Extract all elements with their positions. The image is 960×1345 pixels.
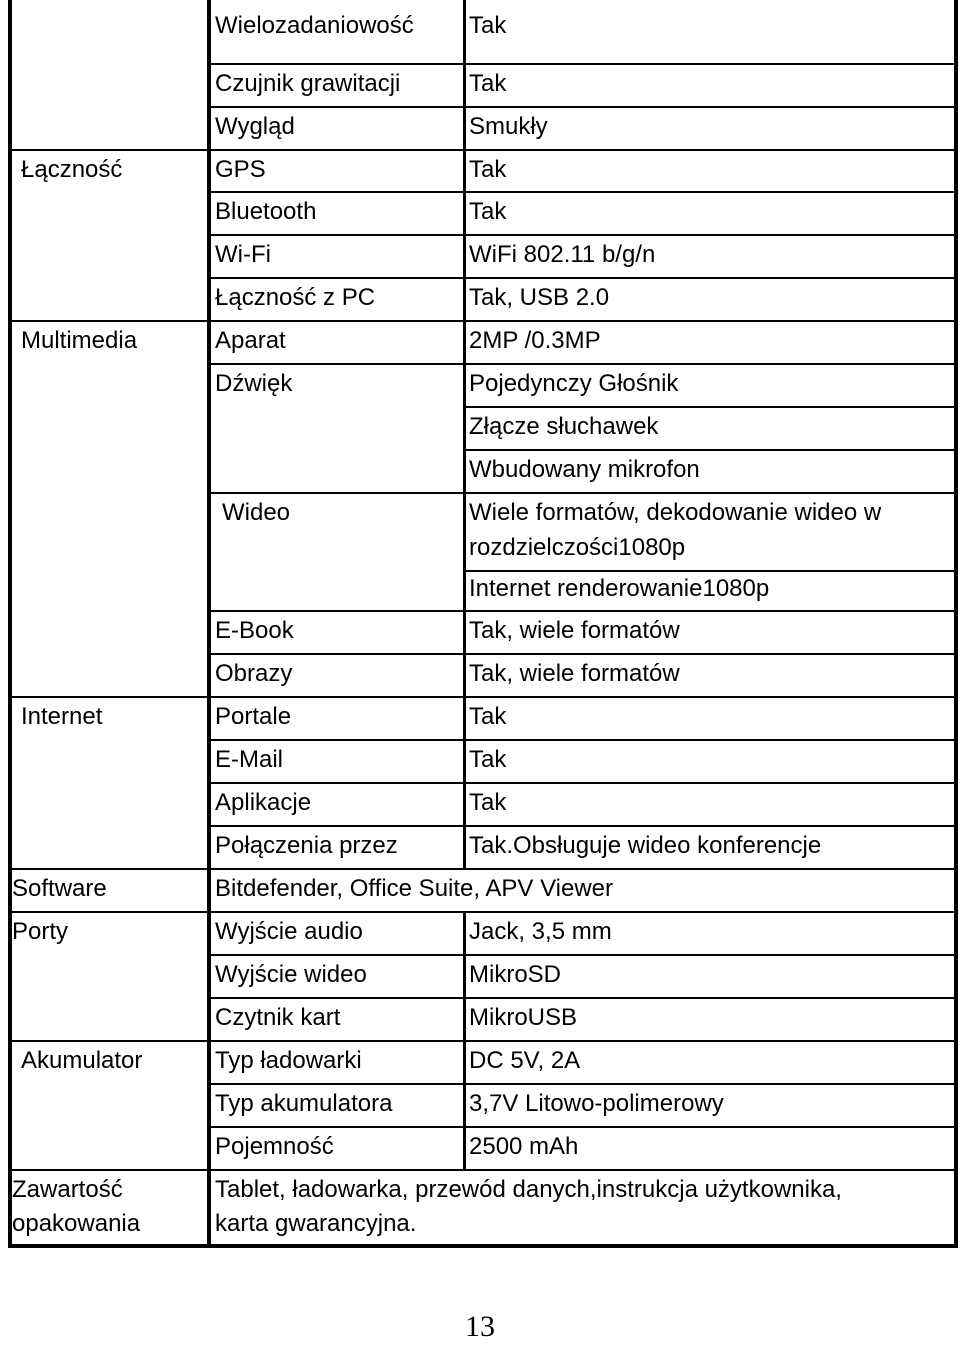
table-border-bottom bbox=[8, 1244, 958, 1248]
feature-label: Obrazy bbox=[215, 660, 293, 687]
row-separator-value bbox=[463, 570, 958, 572]
row-separator bbox=[207, 610, 958, 612]
value-cell: WiFi 802.11 b/g/n bbox=[469, 241, 656, 268]
page-number: 13 bbox=[465, 1310, 495, 1343]
value-cell: Tak, USB 2.0 bbox=[469, 284, 610, 311]
row-separator bbox=[207, 106, 958, 108]
feature-label: Wi-Fi bbox=[215, 241, 271, 268]
value-cell: MikroSD bbox=[469, 961, 562, 988]
value-cell: Smukły bbox=[469, 113, 548, 140]
row-separator-value bbox=[463, 449, 958, 451]
category-label: Internet bbox=[21, 703, 103, 730]
feature-label: Typ ładowarki bbox=[215, 1047, 362, 1074]
feature-label: Wielozadaniowość bbox=[215, 12, 414, 39]
value-cell: Wiele formatów, dekodowanie wideo w bbox=[469, 499, 882, 526]
value-cell: Tak bbox=[469, 70, 507, 97]
value-cell: 2MP /0.3MP bbox=[469, 327, 601, 354]
value-cell: Tak bbox=[469, 703, 507, 730]
feature-label: karta gwarancyjna. bbox=[215, 1210, 417, 1237]
value-cell: rozdzielczości1080p bbox=[469, 534, 686, 561]
spec-table bbox=[8, 0, 958, 1248]
feature-label: Tablet, ładowarka, przewód danych,instrukcja użytkownika, bbox=[215, 1176, 842, 1203]
row-separator-value bbox=[463, 406, 958, 408]
value-cell: 2500 mAh bbox=[469, 1133, 579, 1160]
row-separator-full bbox=[8, 149, 958, 151]
row-separator bbox=[207, 1083, 958, 1085]
value-cell: DC 5V, 2A bbox=[469, 1047, 581, 1074]
row-separator bbox=[207, 653, 958, 655]
value-cell: Tak bbox=[469, 156, 507, 183]
feature-label: Portale bbox=[215, 703, 292, 730]
value-cell: Tak bbox=[469, 198, 507, 225]
table-border-left bbox=[8, 0, 12, 1244]
value-cell: MikroUSB bbox=[469, 1004, 578, 1031]
row-separator bbox=[207, 954, 958, 956]
value-cell: Tak bbox=[469, 12, 507, 39]
feature-label: Bluetooth bbox=[215, 198, 317, 225]
value-cell: Internet renderowanie1080p bbox=[469, 575, 770, 602]
feature-label: Typ akumulatora bbox=[215, 1090, 393, 1117]
feature-label: Łączność z PC bbox=[215, 284, 376, 311]
row-separator bbox=[207, 1126, 958, 1128]
feature-label: Wyjście audio bbox=[215, 918, 363, 945]
row-separator bbox=[207, 63, 958, 65]
row-separator bbox=[207, 492, 958, 494]
table-border-right bbox=[954, 0, 958, 1244]
row-separator-full bbox=[8, 1040, 958, 1042]
column-divider-1 bbox=[207, 0, 211, 1244]
row-separator-full bbox=[8, 1169, 958, 1171]
category-label: Akumulator bbox=[21, 1047, 143, 1074]
column-divider-2 bbox=[463, 0, 466, 868]
value-cell: Tak bbox=[469, 789, 507, 816]
category-label: Multimedia bbox=[21, 327, 138, 354]
feature-label: Wygląd bbox=[215, 113, 295, 140]
feature-label: Aplikacje bbox=[215, 789, 312, 816]
feature-label: GPS bbox=[215, 156, 266, 183]
category-label: opakowania bbox=[12, 1210, 141, 1237]
feature-label: Bitdefender, Office Suite, APV Viewer bbox=[215, 875, 614, 902]
value-cell: Wbudowany mikrofon bbox=[469, 456, 700, 483]
feature-label: Wyjście wideo bbox=[215, 961, 367, 988]
category-label: Zawartość bbox=[12, 1176, 123, 1203]
category-label: Porty bbox=[12, 918, 69, 945]
feature-label: Połączenia przez bbox=[215, 832, 398, 859]
row-separator bbox=[207, 782, 958, 784]
row-separator bbox=[207, 277, 958, 279]
value-cell: Tak, wiele formatów bbox=[469, 617, 680, 644]
value-cell: Złącze słuchawek bbox=[469, 413, 659, 440]
value-cell: Tak.Obsługuje wideo konferencje bbox=[469, 832, 822, 859]
row-separator bbox=[207, 997, 958, 999]
row-separator bbox=[207, 825, 958, 827]
value-cell: Tak bbox=[469, 746, 507, 773]
feature-label: Aparat bbox=[215, 327, 286, 354]
feature-label: E-Book bbox=[215, 617, 294, 644]
row-separator bbox=[207, 363, 958, 365]
row-separator-full bbox=[8, 320, 958, 322]
row-separator-full bbox=[8, 868, 958, 870]
feature-label: Wideo bbox=[222, 499, 291, 526]
row-separator bbox=[207, 739, 958, 741]
value-cell: Pojedynczy Głośnik bbox=[469, 370, 679, 397]
feature-label: Czytnik kart bbox=[215, 1004, 341, 1031]
feature-label: E-Mail bbox=[215, 746, 284, 773]
category-label: Łączność bbox=[21, 156, 123, 183]
feature-label: Czujnik grawitacji bbox=[215, 70, 401, 97]
row-separator bbox=[207, 234, 958, 236]
value-cell: Jack, 3,5 mm bbox=[469, 918, 612, 945]
feature-label: Pojemność bbox=[215, 1133, 334, 1160]
category-label: Software bbox=[12, 875, 107, 902]
row-separator-full bbox=[8, 696, 958, 698]
value-cell: Tak, wiele formatów bbox=[469, 660, 680, 687]
value-cell: 3,7V Litowo-polimerowy bbox=[469, 1090, 724, 1117]
row-separator-full bbox=[8, 911, 958, 913]
row-separator bbox=[207, 191, 958, 193]
feature-label: Dźwięk bbox=[215, 370, 293, 397]
